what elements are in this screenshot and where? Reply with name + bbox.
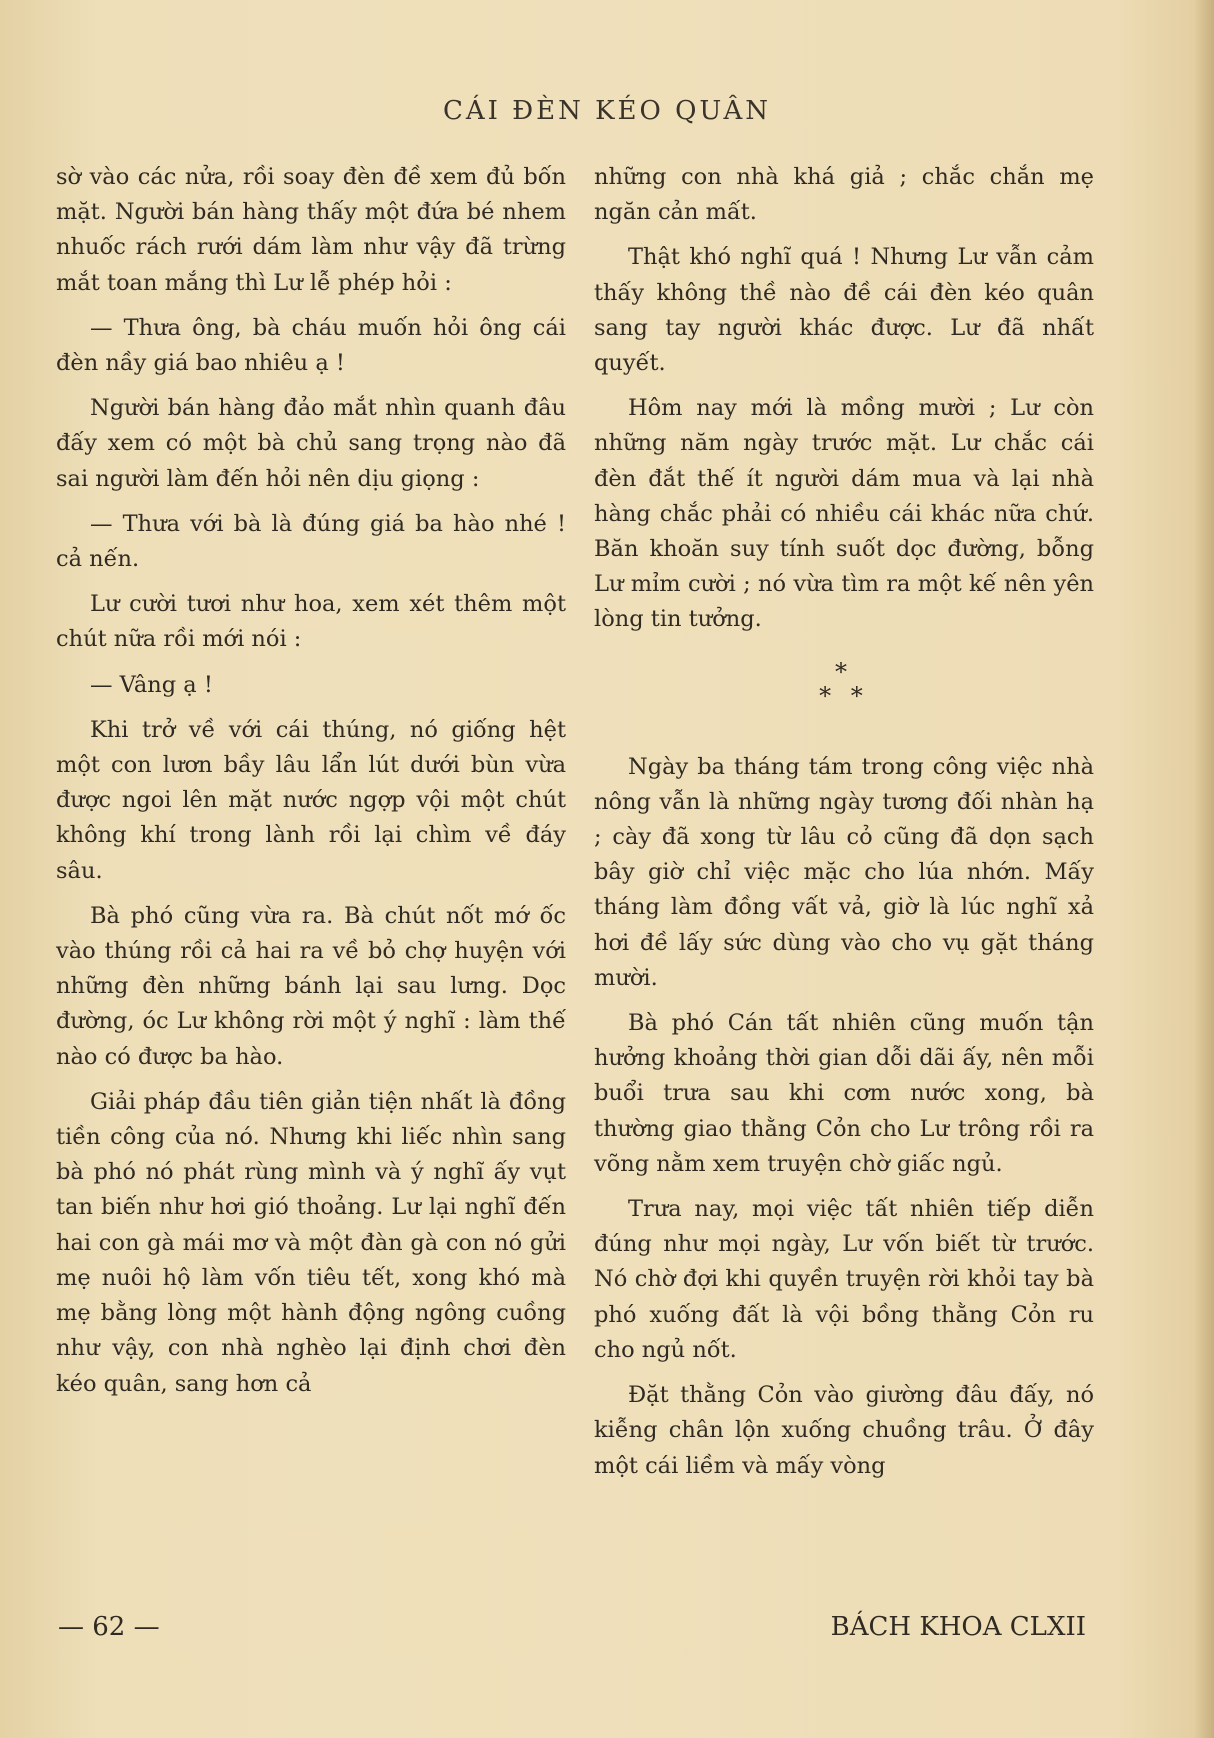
paragraph: Khi trở về với cái thúng, nó giống hệt một con lươn bầy lâu lẩn lút dưới bùn vừa được ngoi lên mặt nước ngợp vội một chút không khí trong lành rồi lại chìm về đáy sâu.	[56, 716, 566, 884]
paragraph: Đặt thằng Cỏn vào giường đâu đấy, nó kiễng chân lộn xuống chuồng trâu. Ở đây một cái liềm và mấy vòng	[594, 1382, 1094, 1479]
paragraph: Bà phó cũng vừa ra. Bà chút nốt mớ ốc vào thúng rồi cả hai ra về bỏ chợ huyện với những đèn những bánh lại sau lưng. Dọc đường, óc Lư không rời một ý nghĩ : làm thế nào có được ba hào.	[56, 902, 566, 1070]
paragraph: Bà phó Cán tất nhiên cũng muốn tận hưởng khoảng thời gian dỗi dãi ấy, nên mỗi buổi trưa sau khi cơm nước xong, bà thường giao thằng Cỏn cho Lư trông rồi ra võng nằm xem truyện chờ giấc ngủ.	[594, 1010, 1094, 1177]
page-number: — 62 —	[58, 1612, 160, 1642]
running-header: CÁI ĐÈN KÉO QUÂN	[442, 96, 772, 126]
publication-footer: BÁCH KHOA CLXII	[830, 1612, 1086, 1642]
page-edge-shadow	[1194, 0, 1214, 1738]
paragraph: sờ vào các nửa, rồi soay đèn đề xem đủ bốn mặt. Người bán hàng thấy một đứa bé nhem nhuốc rách rưới dám làm như vậy đã trừng mắt toan mắng thì Lư lễ phép hỏi :	[56, 164, 566, 296]
paragraph: Người bán hàng đảo mắt nhìn quanh đâu đấy xem có một bà chủ sang trọng nào đã sai người làm đến hỏi nên dịu giọng :	[56, 395, 566, 492]
paragraph: những con nhà khá giả ; chắc chắn mẹ ngăn cản mất.	[594, 164, 1094, 226]
left-column	[56, 160, 566, 1412]
paragraph: Lư cười tươi như hoa, xem xét thêm một chút nữa rồi mới nói :	[56, 591, 566, 653]
right-column	[594, 160, 1094, 1494]
paragraph: Hôm nay mới là mồng mười ; Lư còn những năm ngày trước mặt. Lư chắc cái đèn đắt thế ít người dám mua và lại nhà hàng chắc phải có nhiều cái khác nữa chứ. Băn khoăn suy tính suốt dọc đường, bỗng Lư mỉm cười ; nó vừa tìm ra một kế nên yên lòng tin tưởng.	[594, 395, 1094, 633]
paragraph: — Thưa ông, bà cháu muốn hỏi ông cái đèn nầy giá bao nhiêu ạ !	[56, 314, 566, 377]
paragraph: — Vâng ạ !	[90, 671, 213, 698]
separator-asterisks-bottom: * *	[819, 681, 869, 710]
paragraph: Giải pháp đầu tiên giản tiện nhất là đồng tiền công của nó. Nhưng khi liếc nhìn sang bà phó nó phát rùng mình và ý nghĩ ấy vụt tan biến như hơi gió thoảng. Lư lại nghĩ đến hai con gà mái mơ và một đàn gà con nó gửi mẹ nuôi hộ làm vốn tiêu tết, xong khó mà mẹ bằng lòng một hành động ngông cuồng như vậy, con nhà nghèo lại định chơi đèn kéo quân, sang hơn cả	[56, 1088, 566, 1397]
paragraph: Trưa nay, mọi việc tất nhiên tiếp diễn đúng như mọi ngày, Lư vốn biết từ trước. Nó chờ đợi khi quyền truyện rời khỏi tay bà phó xuống đất là vội bồng thằng Cỏn ru cho ngủ nốt.	[594, 1196, 1094, 1363]
section-separator	[594, 657, 1094, 710]
paragraph: — Thưa với bà là đúng giá ba hào nhé ! cả nến.	[56, 510, 566, 573]
paragraph: Ngày ba tháng tám trong công việc nhà nông vẫn là những ngày tương đối nhàn hạ ; cày đã xong từ lâu cỏ cũng đã dọn sạch bây giờ chỉ việc mặc cho lúa nhớn. Mấy tháng làm đồng vất vả, giờ là lúc nghĩ xả hơi đề lấy sức dùng vào cho vụ gặt tháng mười.	[594, 753, 1094, 991]
paragraph: Thật khó nghĩ quá ! Nhưng Lư vẫn cảm thấy không thề nào đề cái đèn kéo quân sang tay người khác được. Lư đã nhất quyết.	[594, 244, 1094, 377]
separator-asterisk-top: *	[835, 657, 853, 686]
